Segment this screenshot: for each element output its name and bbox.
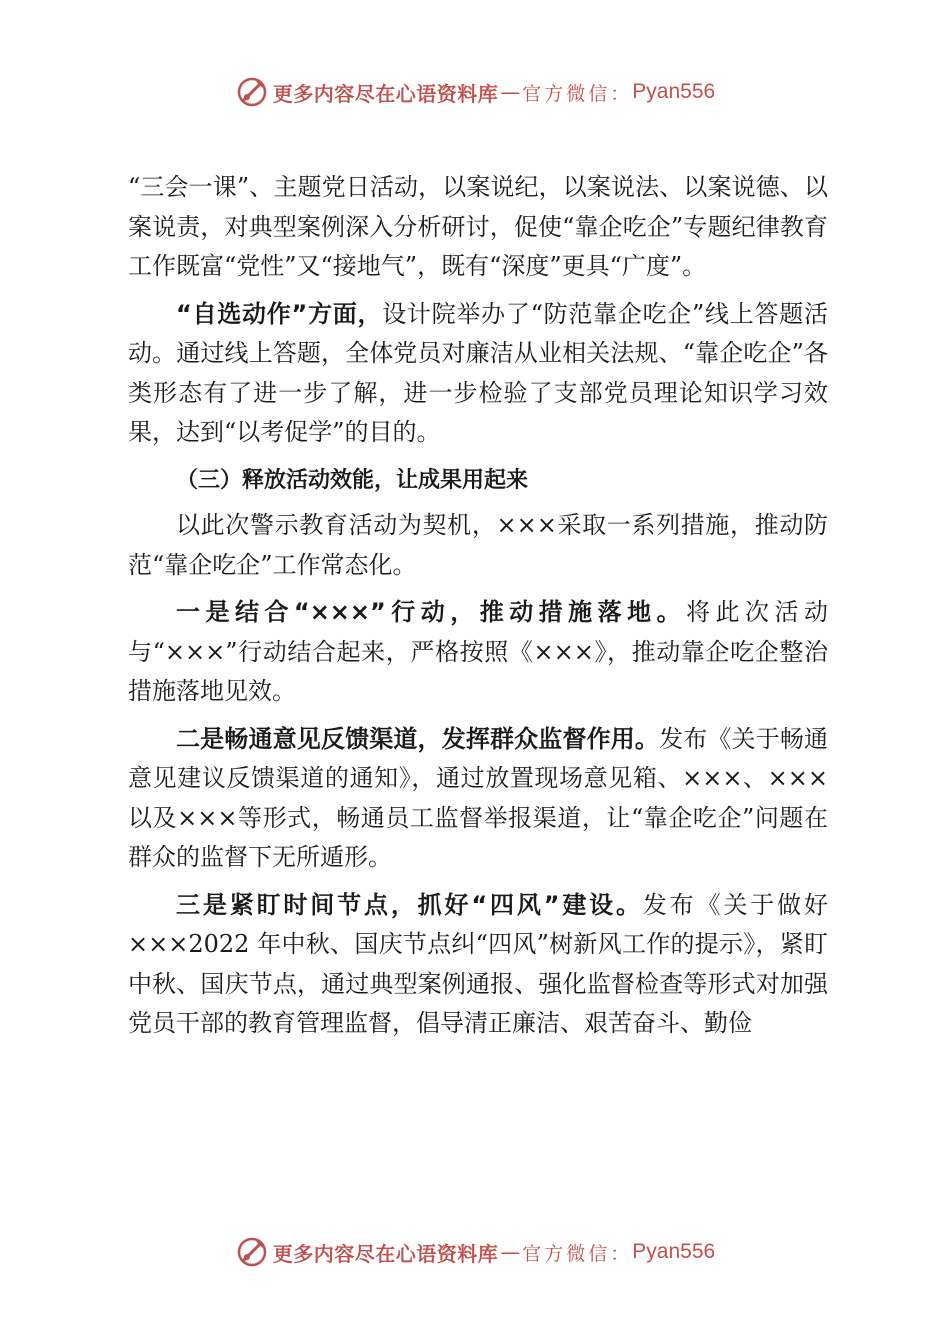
paragraph-6 <box>128 886 828 1044</box>
paragraph-4-lead: 一是结合“×××”行动，推动措施落地。 <box>176 598 687 626</box>
watermark-separator: — <box>500 80 521 104</box>
paragraph-2-text: 设计院举办了“防范靠企吃企”线上答题活动。通过线上答题，全体党员对廉洁从业相关法规、“靠企吃企”各类形态有了进一步了解，进一步检验了支部党员理论知识学习效果，达到“以考促学”的目的。 <box>128 299 828 446</box>
header-watermark <box>0 72 950 112</box>
document-body <box>128 168 828 1052</box>
watermark-text: 更多内容尽在心语资料库 <box>272 81 499 106</box>
paragraph-6-lead: 三是紧盯时间节点，抓好“四风”建设。 <box>176 890 643 919</box>
footer-watermark <box>0 1232 950 1272</box>
watermark-wechat-label: 官方微信： <box>522 82 633 105</box>
section-heading-3: （三）释放活动效能，让成果用起来 <box>176 466 529 493</box>
paragraph-6-text: 发布《关于做好×××2022 年中秋、国庆节点纠“四风”树新风工作的提示》，紧盯中秋、国庆节点，通过典型案例通报、强化监督检查等形式对加强党员干部的教育管理监督，倡导清正廉洁、艰苦奋斗、勤俭 <box>128 890 829 1037</box>
paragraph-2-lead: “自选动作”方面， <box>176 299 383 328</box>
watermark-wechat-id: Pyan556 <box>632 1240 716 1263</box>
paragraph-4-text: 将此次活动与“×××”行动结合起来，严格按照《×××》，推动靠企吃企整治措施落地见效。 <box>128 598 828 705</box>
paragraph-1: “三会一课”、主题党日活动，以案说纪，以案说法、以案说德、以案说责，对典型案例深入分析研讨，促使“靠企吃企”专题纪律教育工作既富“党性”又“接地气”，既有“深度”更具“广度”。 <box>128 173 828 280</box>
watermark-wechat-label: 官方微信： <box>522 1242 633 1265</box>
paragraph-5 <box>128 720 828 878</box>
paragraph-3: 以此次警示教育活动为契机，×××采取一系列措施，推动防范“靠企吃企”工作常态化。 <box>128 511 828 579</box>
pen-logo-icon <box>235 1235 269 1269</box>
pen-logo-icon <box>235 75 269 109</box>
watermark-text: 更多内容尽在心语资料库 <box>272 1241 499 1266</box>
paragraph-5-lead: 二是畅通意见反馈渠道，发挥群众监督作用。 <box>176 724 660 753</box>
watermark-separator: — <box>500 1240 521 1264</box>
paragraph-5-text: 发布《关于畅通意见建议反馈渠道的通知》，通过放置现场意见箱、×××、×××以及×××等形式，畅通员工监督举报渠道，让“靠企吃企”问题在群众的监督下无所遁形。 <box>128 724 829 871</box>
paragraph-2 <box>128 295 828 453</box>
paragraph-4 <box>128 593 828 712</box>
watermark-wechat-id: Pyan556 <box>632 80 716 103</box>
